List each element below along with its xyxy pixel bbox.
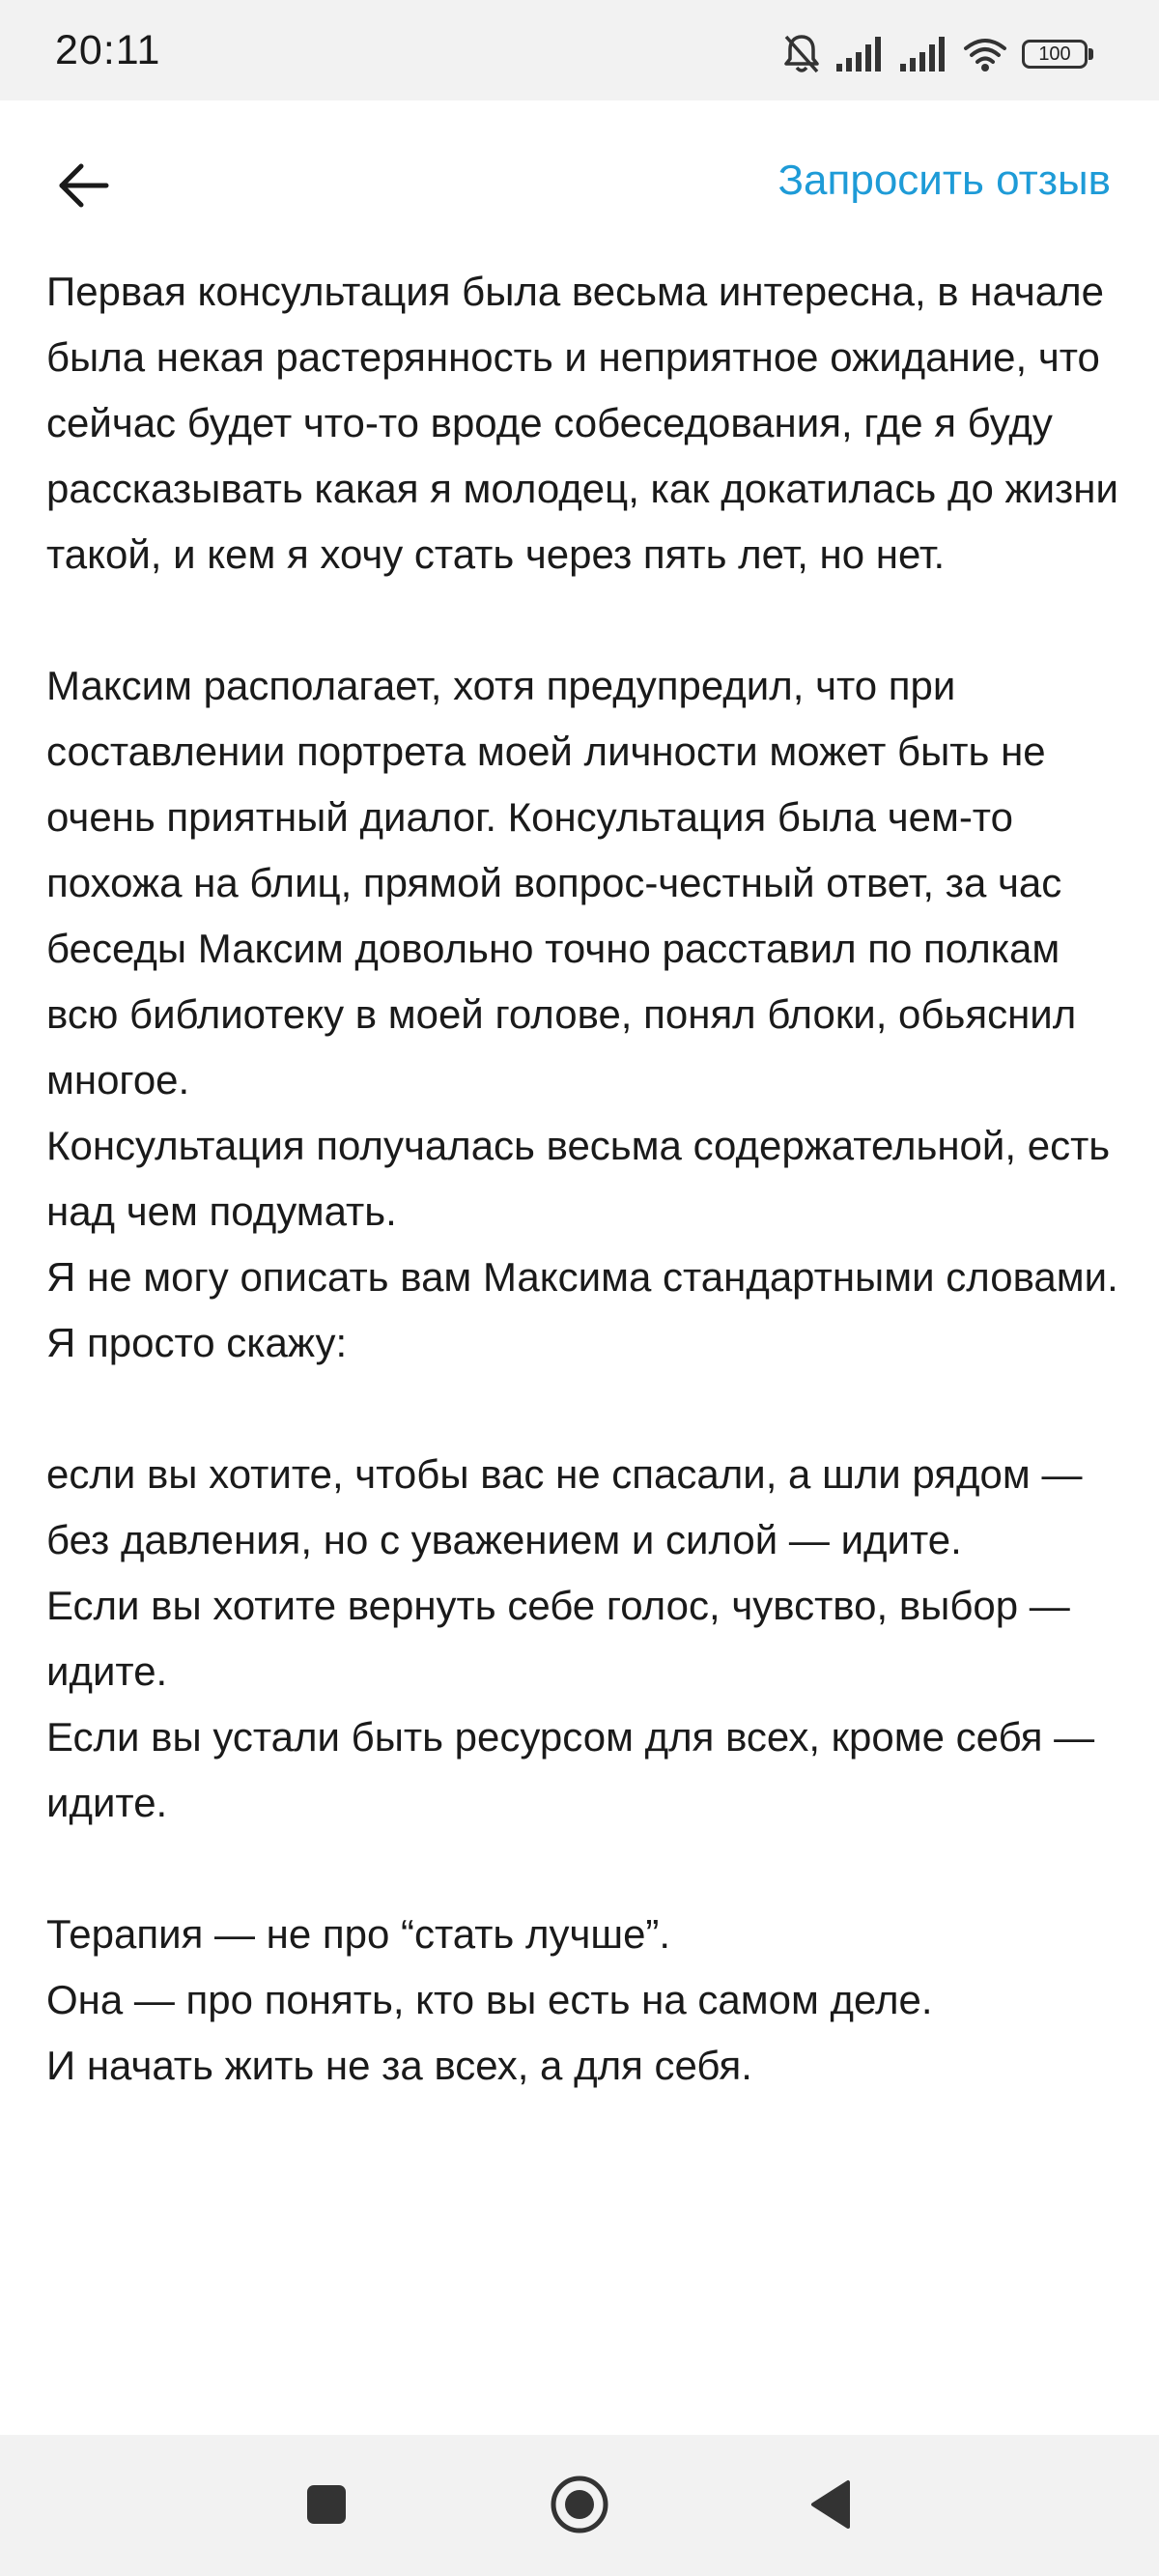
review-paragraph: если вы хотите, чтобы вас не спасали, а шли рядом — без давления, но с уважением и силой — идите. Если вы хотите вернуть себе голос, чувство, выбор — идите. Если вы устали быть ресурсом для всех, кроме себя — идите. [46, 1451, 1095, 1825]
signal-icon [834, 35, 885, 73]
review-text [46, 259, 1118, 2099]
status-time: 20:11 [55, 27, 161, 73]
wifi-icon [962, 35, 1008, 73]
request-review-button[interactable]: Запросить отзыв [777, 157, 1111, 204]
signal-icon [898, 35, 948, 73]
system-back-button[interactable] [794, 2470, 867, 2543]
arrow-left-icon [56, 162, 110, 214]
system-nav-bar [0, 2435, 1159, 2576]
review-paragraph: Максим располагает, хотя предупредил, что при составлении портрета моей личности может быть не очень приятный диалог. Консультация была чем-то похожа на блиц, прямой вопрос-честный ответ, за час беседы Максим довольно точно расставил по полкам всю библиотеку в моей голове, понял блоки, обьяснил многое. Консультация получалась весьма содержательной, есть над чем подумать. Я не могу описать вам Максима стандартными словами. Я просто скажу: [46, 663, 1118, 1365]
review-paragraph: Терапия — не про “стать лучше”. Она — про понять, кто вы есть на самом деле. И начать жить не за всех, а для себя. [46, 1911, 933, 2088]
recents-button[interactable] [290, 2470, 363, 2543]
paragraph-spacer [46, 1376, 1118, 1442]
bell-muted-icon [782, 33, 821, 75]
battery-level: 100 [1022, 40, 1088, 69]
review-paragraph: Первая консультация была весьма интересна, в начале была некая растерянность и неприятное ожидание, что сейчас будет что-то вроде собеседования, где я буду рассказывать какая я молодец, как докатилась до жизни такой, и кем я хочу стать через пять лет, но нет. [46, 269, 1118, 577]
paragraph-spacer [46, 1836, 1118, 1902]
battery-tip [1088, 48, 1093, 60]
status-bar [0, 0, 1159, 100]
back-button[interactable] [44, 149, 122, 226]
app-header [0, 100, 1159, 265]
home-circle-icon [549, 2474, 610, 2540]
battery-icon [1022, 38, 1093, 71]
back-triangle-icon [807, 2478, 854, 2535]
home-button[interactable] [543, 2470, 616, 2543]
status-icons [782, 31, 1093, 77]
paragraph-spacer [46, 587, 1118, 653]
recents-square-icon [305, 2483, 348, 2531]
